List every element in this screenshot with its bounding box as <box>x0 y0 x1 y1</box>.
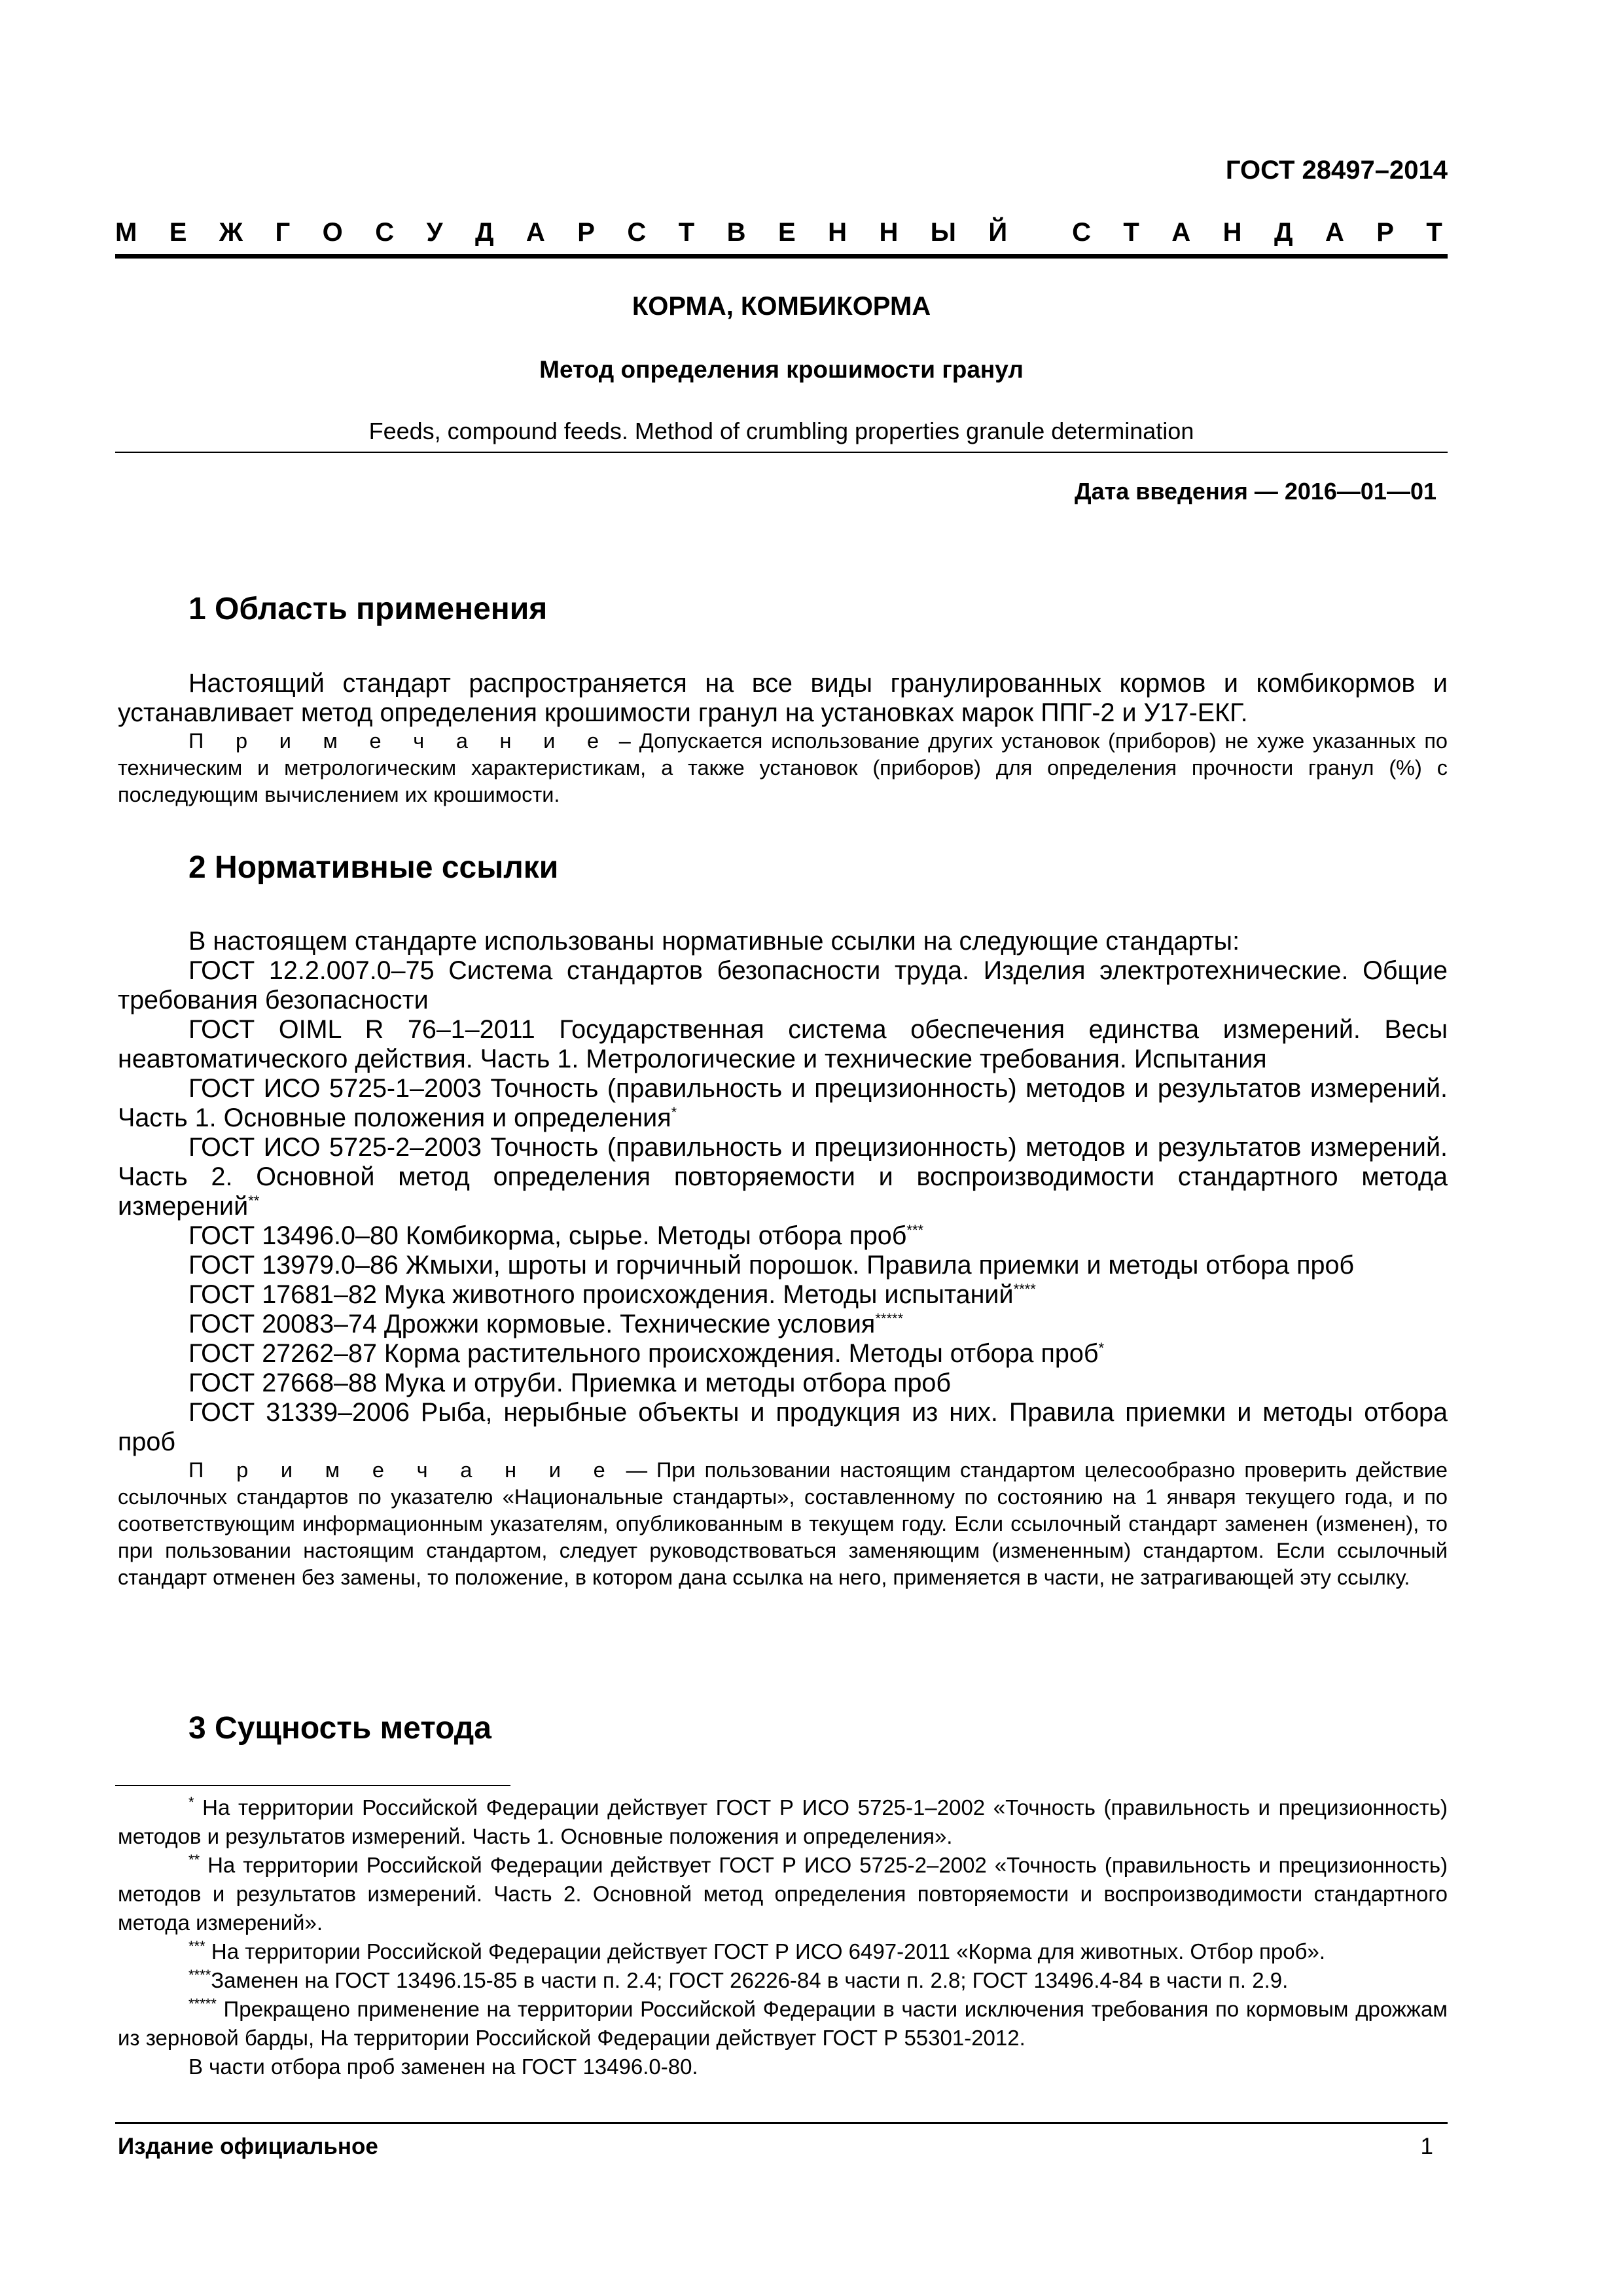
reference-text: ГОСТ 27262–87 Корма растительного происхождения. Методы отбора проб <box>188 1339 1099 1368</box>
note-label: П р и м е ч а н и е <box>188 1458 617 1482</box>
section-2-note <box>118 1457 1448 1591</box>
footnote-text: На территории Российской Федерации действует ГОСТ Р ИСО 5725-1–2002 «Точность (правильность и прецизионность) методов и результатов измерений. Часть 1. Основные положения и определения». <box>118 1795 1448 1848</box>
reference-text: ГОСТ ИСО 5725-1–2003 Точность (правильность и прецизионность) методов и результатов измерений. Часть 1. Основные положения и определения <box>118 1074 1448 1132</box>
standard-type-letter: Д <box>474 218 494 247</box>
standard-type-letter: Т <box>678 218 695 247</box>
reference-item <box>118 1133 1448 1221</box>
reference-item <box>118 1339 1448 1369</box>
footnote-item <box>118 1995 1448 2053</box>
footnote-item <box>118 2053 1448 2081</box>
standard-type-letter: Г <box>275 218 291 247</box>
reference-item <box>118 1310 1448 1339</box>
reference-list <box>118 956 1448 1457</box>
reference-text: ГОСТ 12.2.007.0–75 Система стандартов безопасности труда. Изделия электротехнические. Общие требования безопасности <box>118 956 1448 1014</box>
footnote-item <box>118 1937 1448 1966</box>
footnote-text: На территории Российской Федерации действует ГОСТ Р ИСО 5725-2–2002 «Точность (правильность и прецизионность) методов и результатов измерений. Часть 2. Основной метод определения повторяемости и воспроизводимости стандартного метода измерений». <box>118 1853 1448 1935</box>
standard-type-letter: Е <box>777 218 796 247</box>
footnotes <box>118 1793 1448 2081</box>
standard-type-letter: Н <box>828 218 847 247</box>
document-subtitle: Метод определения крошимости гранул <box>539 356 1024 383</box>
reference-text: ГОСТ 20083–74 Дрожжи кормовые. Технические условия <box>188 1310 876 1338</box>
standard-type-letter: А <box>526 218 545 247</box>
footnote-marker: * <box>1098 1339 1105 1356</box>
title-rule <box>115 452 1448 453</box>
standard-type-letter: А <box>1171 218 1191 247</box>
page-number: 1 <box>1420 2134 1433 2159</box>
standard-type-letter: Т <box>1426 218 1442 247</box>
standard-type-letter: Н <box>1222 218 1242 247</box>
note-label: П р и м е ч а н и е <box>188 729 611 753</box>
footnote-item <box>118 1851 1448 1937</box>
standard-type-letter: А <box>1325 218 1344 247</box>
standard-type-line <box>115 218 1442 247</box>
english-title: Feeds, compound feeds. Method of crumbling properties granule determination <box>368 418 1194 444</box>
section-2-body <box>118 927 1448 1591</box>
section-1-text: Настоящий стандарт распространяется на все виды гранулированных кормов и комбикормов и устанавливает метод определения крошимости гранул на установках марок ППГ-2 и У17-ЕКГ. <box>118 669 1448 727</box>
standard-type-letter: С <box>375 218 395 247</box>
footnote-marker: **** <box>1013 1280 1036 1297</box>
footnote-text: Прекращено применение на территории Российской Федерации в части исключения требования по кормовым дрожжам из зерновой барды, На территории Российской Федерации действует ГОСТ Р 55301-2012. <box>118 1997 1448 2050</box>
section-2-heading: 2 Нормативные ссылки <box>188 850 559 885</box>
reference-item <box>118 1251 1448 1280</box>
document-number: ГОСТ 28497–2014 <box>1225 156 1448 185</box>
header-rule <box>115 254 1448 259</box>
reference-text: ГОСТ 17681–82 Мука животного происхождения. Методы испытаний <box>188 1280 1014 1309</box>
official-edition-label: Издание официальное <box>118 2134 378 2159</box>
footnote-marker: ***** <box>188 1996 217 2012</box>
footnote-marker: * <box>671 1103 677 1121</box>
reference-item <box>118 1015 1448 1074</box>
standard-type-letter: Р <box>1376 218 1394 247</box>
note-text: – Допускается использование других установок (приборов) не хуже указанных по техническим и метрологическим характеристикам, а также установок (приборов) для определения прочности гранул (%) с последующим вычислением их крошимости. <box>118 729 1448 806</box>
footnote-marker: *** <box>188 1938 205 1954</box>
note-text: — При пользовании настоящим стандартом целесообразно проверить действие ссылочных стандартов по указателю «Национальные стандарты», составленному по состоянию на 1 января текущего года, и по соответствующим информационным указателям, опубликованным в текущем году. Если ссылочный стандарт заменен (изменен), то при пользовании настоящим стандартом, следует руководствоваться заменяющим (измененным) стандартом. Если ссылочный стандарт отменен без замены, то положение, в котором дана ссылка на него, применяется в части, не затрагивающей эту ссылку. <box>118 1458 1448 1589</box>
standard-type-letter: О <box>322 218 343 247</box>
standard-type-letter: С <box>1072 218 1091 247</box>
footnote-item <box>118 1793 1448 1851</box>
footer-rule <box>115 2122 1448 2124</box>
standard-type-letter: М <box>115 218 137 247</box>
reference-text: ГОСТ 13496.0–80 Комбикорма, сырье. Методы отбора проб <box>188 1221 907 1250</box>
footnote-text: Заменен на ГОСТ 13496.15-85 в части п. 2.4; ГОСТ 26226-84 в части п. 2.8; ГОСТ 13496.4-84 в части п. 2.9. <box>211 1968 1289 1992</box>
standard-type-letter: Ж <box>219 218 243 247</box>
footnote-marker: ** <box>248 1192 260 1209</box>
standard-type-letter: Е <box>169 218 187 247</box>
document-title: КОРМА, КОМБИКОРМА <box>632 292 931 321</box>
standard-type-letter: Р <box>577 218 595 247</box>
footnote-text: На территории Российской Федерации действует ГОСТ Р ИСО 6497-2011 «Корма для животных. Отбор проб». <box>205 1939 1325 1964</box>
standard-type-letter: Д <box>1274 218 1293 247</box>
reference-text: ГОСТ 13979.0–86 Жмыхи, шроты и горчичный порошок. Правила приемки и методы отбора проб <box>188 1251 1355 1280</box>
reference-text: ГОСТ 27668–88 Мука и отруби. Приемка и методы отбора проб <box>188 1369 951 1397</box>
standard-type-letter: Й <box>988 218 1008 247</box>
footnote-item <box>118 1966 1448 1995</box>
reference-item <box>118 956 1448 1015</box>
standard-type-letter: Н <box>879 218 899 247</box>
introduction-date: Дата введения — 2016—01—01 <box>1074 478 1436 505</box>
reference-item <box>118 1280 1448 1310</box>
section-1-note <box>118 728 1448 808</box>
section-2-intro: В настоящем стандарте использованы нормативные ссылки на следующие стандарты: <box>188 927 1240 956</box>
section-1-heading: 1 Область применения <box>188 592 548 626</box>
footnote-marker: ***** <box>875 1310 904 1327</box>
footnote-separator <box>115 1785 510 1786</box>
reference-item <box>118 1369 1448 1398</box>
footnote-text: В части отбора проб заменен на ГОСТ 13496.0-80. <box>188 2054 698 2079</box>
footnote-marker: *** <box>906 1221 924 1238</box>
standard-type-letter: У <box>426 218 443 247</box>
standard-type-letter: Т <box>1123 218 1139 247</box>
footnote-marker: **** <box>188 1967 211 1983</box>
reference-item <box>118 1074 1448 1133</box>
reference-text: ГОСТ OIML R 76–1–2011 Государственная система обеспечения единства измерений. Весы неавтоматического действия. Часть 1. Метрологические и технические требования. Испытания <box>118 1015 1448 1073</box>
standard-type-letter: В <box>726 218 746 247</box>
standard-type-letter: Ы <box>930 218 956 247</box>
standard-type-letter: С <box>627 218 647 247</box>
reference-text: ГОСТ ИСО 5725-2–2003 Точность (правильность и прецизионность) методов и результатов измерений. Часть 2. Основной метод определения повторяемости и воспроизводимости стандартного метода измерений <box>118 1133 1448 1221</box>
section-1-body <box>118 669 1448 808</box>
reference-item <box>118 1221 1448 1251</box>
footnote-marker: ** <box>188 1852 200 1868</box>
footnote-marker: * <box>188 1794 194 1810</box>
reference-text: ГОСТ 31339–2006 Рыба, нерыбные объекты и продукция из них. Правила приемки и методы отбора проб <box>118 1398 1448 1456</box>
section-3-heading: 3 Сущность метода <box>188 1711 491 1746</box>
reference-item <box>118 1398 1448 1457</box>
